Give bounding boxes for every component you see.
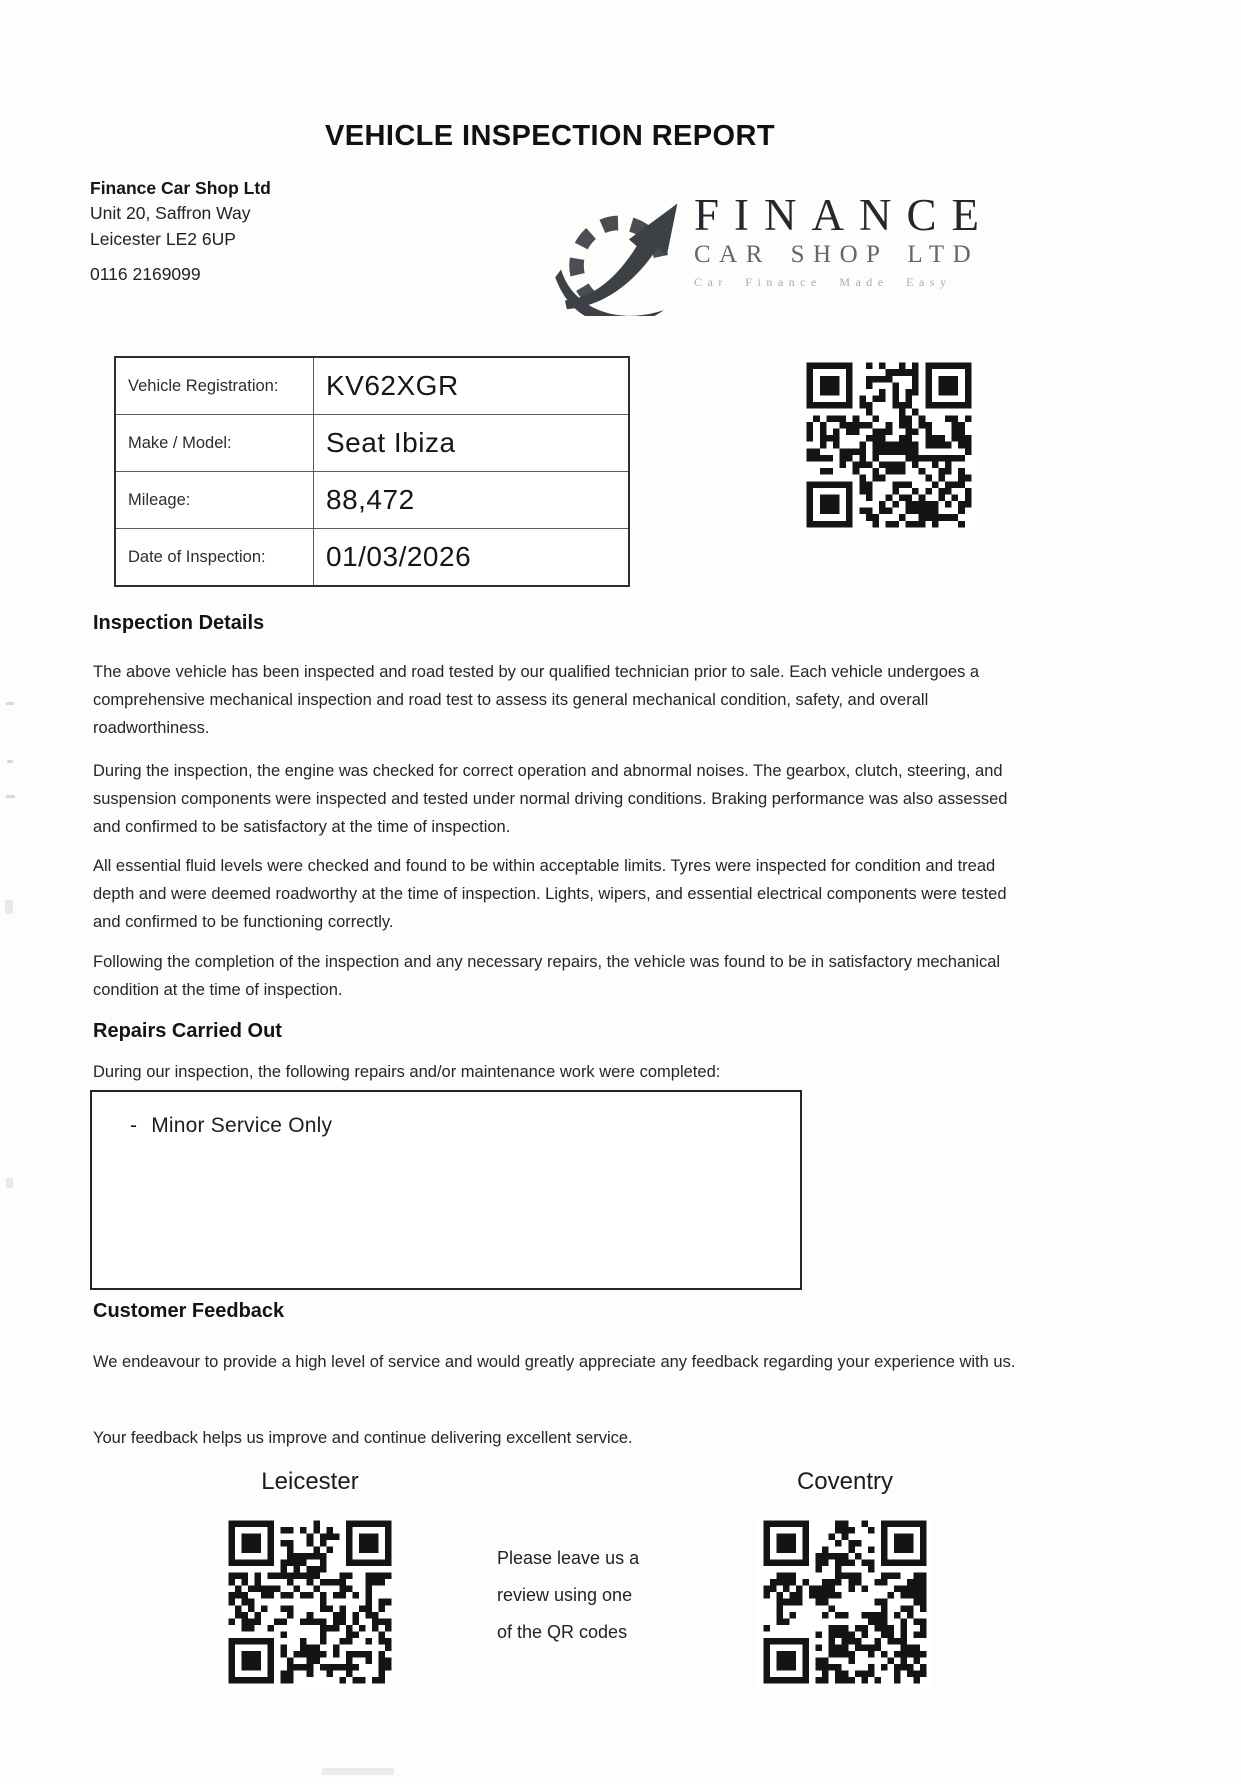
qr-caption xyxy=(497,1540,639,1651)
inspection-paragraph: During the inspection, the engine was checked for correct operation and abnormal noises. The gearbox, clutch, steering, and suspension components were inspected and tested under normal driving conditions. Braking performance was also assessed and confirmed to be satisfactory at the time of inspection. xyxy=(93,762,1008,837)
row-label: Make / Model: xyxy=(116,415,314,471)
company-phone: 0116 2169099 xyxy=(90,264,201,284)
logo-word-finance: FINANCE xyxy=(694,190,995,240)
scan-artifact xyxy=(6,1178,13,1188)
vehicle-registration-value: KV62XGR xyxy=(326,370,459,401)
feedback-paragraph: Your feedback helps us improve and continue delivering excellent service. xyxy=(93,1429,633,1447)
inspection-paragraph: The above vehicle has been inspected and road tested by our qualified technician prior to sale. Each vehicle undergoes a comprehensive mechanical inspection and road test to assess its general mechanical condition, safety, and overall roadworthiness. xyxy=(93,663,980,738)
row-label: Date of Inspection: xyxy=(116,529,314,585)
repairs-list-box xyxy=(90,1090,802,1290)
scan-artifact xyxy=(6,702,14,705)
location-label-coventry: Coventry xyxy=(796,1468,894,1495)
repairs-heading: Repairs Carried Out xyxy=(93,1020,282,1042)
inspection-details-heading: Inspection Details xyxy=(93,612,265,634)
inspection-date-value: 01/03/2026 xyxy=(326,541,472,572)
scan-artifact xyxy=(322,1768,394,1775)
repair-item: - Minor Service Only xyxy=(130,1114,800,1138)
company-address-block xyxy=(90,176,271,252)
vehicle-details-table xyxy=(114,356,630,587)
logo-word-carshop: CAR SHOP LTD xyxy=(694,241,980,269)
qr-caption-line: of the QR codes xyxy=(497,1621,628,1642)
table-row xyxy=(116,471,628,528)
company-address-line1: Unit 20, Saffron Way xyxy=(90,203,251,224)
logo-tagline: Car Finance Made Easy xyxy=(694,275,952,290)
row-label: Vehicle Registration: xyxy=(116,358,314,414)
location-label-leicester: Leicester xyxy=(261,1468,359,1495)
logo-text xyxy=(694,192,994,290)
leicester-review-qr-code xyxy=(222,1514,398,1690)
coventry-review-qr-code xyxy=(757,1514,933,1690)
feedback-paragraph: We endeavour to provide a high level of service and would greatly appreciate any feedback regarding your experience with us. xyxy=(93,1353,1016,1371)
inspection-paragraph: All essential fluid levels were checked and found to be within acceptable limits. Tyres were inspected for condition and tread depth and were deemed roadworthy at the time of inspection. Lights, wipers, and essential electrical components were tested and confirmed to be functioning correctly. xyxy=(93,857,1007,932)
mileage-value: 88,472 xyxy=(326,484,415,515)
row-label: Mileage: xyxy=(116,472,314,528)
scan-artifact xyxy=(7,760,13,763)
table-row xyxy=(116,358,628,414)
table-row xyxy=(116,528,628,585)
page-title: VEHICLE INSPECTION REPORT xyxy=(325,120,775,152)
company-logo xyxy=(552,186,1002,316)
inspection-paragraph: Following the completion of the inspection and any necessary repairs, the vehicle was found to be in satisfactory mechanical condition at the time of inspection. xyxy=(93,953,1001,1000)
customer-feedback-heading: Customer Feedback xyxy=(93,1300,285,1322)
make-model-value: Seat Ibiza xyxy=(326,427,456,458)
scan-artifact xyxy=(5,900,13,914)
company-name: Finance Car Shop Ltd xyxy=(90,178,271,198)
qr-caption-line: Please leave us a xyxy=(497,1548,640,1568)
company-address-line2: Leicester LE2 6UP xyxy=(90,228,236,249)
vehicle-qr-code xyxy=(800,356,978,534)
table-row xyxy=(116,414,628,471)
repairs-intro: During our inspection, the following repairs and/or maintenance work were completed: xyxy=(93,1063,721,1081)
speedometer-arrow-icon xyxy=(552,188,700,316)
scan-artifact xyxy=(6,795,15,798)
qr-caption-line: review using one xyxy=(497,1584,633,1605)
